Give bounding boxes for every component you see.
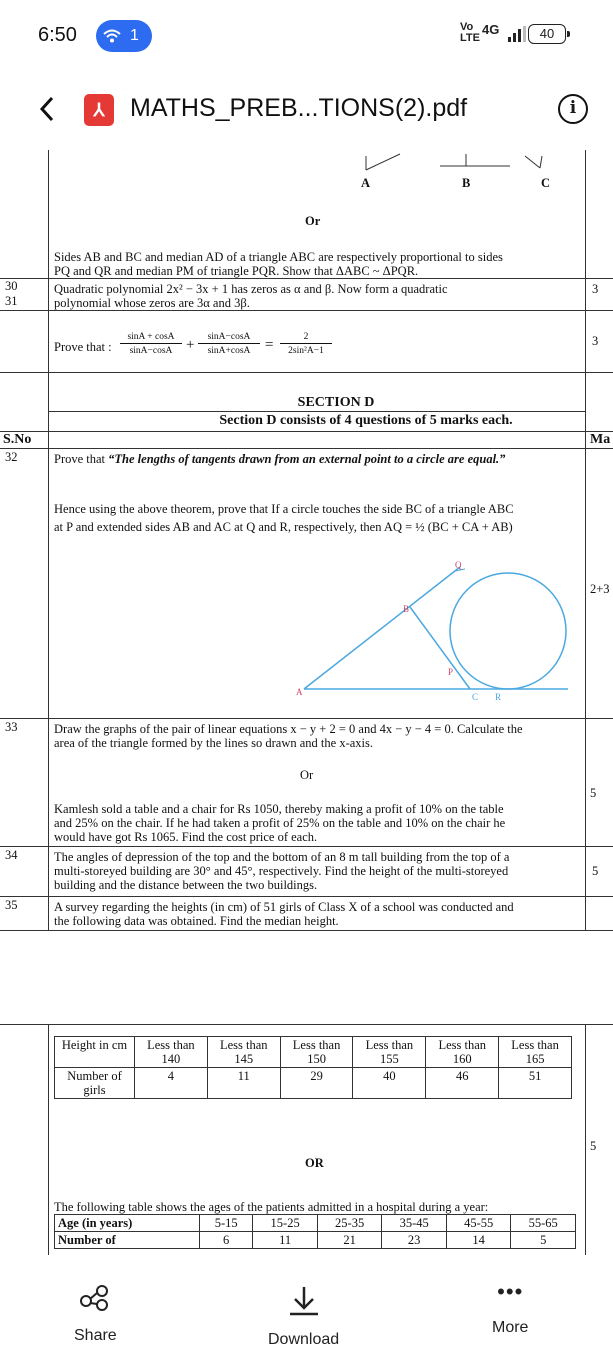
bottom-action-bar bbox=[0, 1255, 613, 1362]
q30-marks: 3 bbox=[592, 282, 599, 296]
girls-val-1: 4 bbox=[135, 1068, 208, 1099]
row-divider bbox=[0, 310, 613, 311]
q31-frac1-num: sinA + cosA bbox=[120, 332, 182, 344]
q31-frac1-den: sinA−cosA bbox=[129, 346, 173, 356]
q30-line2: polynomial whose zeros are 3α and 3β. bbox=[54, 296, 250, 310]
q33-alt-line3: would have got Rs 1065. Find the cost price of each. bbox=[54, 830, 318, 844]
hotspot-count: 1 bbox=[130, 27, 139, 44]
sno-header: S.No bbox=[3, 432, 32, 447]
age-col-1: 5-15 bbox=[200, 1215, 253, 1232]
hotspot-indicator bbox=[96, 20, 152, 52]
q33-alt-line2: and 25% on the chair. If he had taken a profit of 25% on the table and 10% on the chair he bbox=[54, 816, 506, 830]
q35-line2: the following data was obtained. Find the median height. bbox=[54, 914, 339, 928]
q31-prefix: Prove that : bbox=[54, 340, 112, 354]
q33-marks: 5 bbox=[590, 786, 597, 800]
girls-val-6: 51 bbox=[499, 1068, 572, 1099]
triangle-figure bbox=[360, 150, 560, 190]
or-separator: OR bbox=[305, 1156, 324, 1170]
q34-line3: building and the distance between the two buildings. bbox=[54, 878, 318, 892]
fig-label-a: A bbox=[296, 687, 303, 697]
section-title: SECTION D bbox=[297, 395, 375, 410]
q32-line1 bbox=[54, 452, 584, 466]
q33-alt-line1: Kamlesh sold a table and a chair for Rs 1050, thereby making a profit of 10% on the table bbox=[54, 802, 504, 816]
download-icon bbox=[286, 1285, 322, 1317]
column-divider bbox=[585, 1024, 586, 1264]
height-col-4: Less than 155 bbox=[353, 1037, 426, 1068]
age-table bbox=[54, 1214, 576, 1249]
battery-level: 40 bbox=[539, 26, 555, 41]
q31-number: 31 bbox=[5, 294, 18, 308]
q32-number: 32 bbox=[5, 450, 18, 464]
girls-val-5: 46 bbox=[426, 1068, 499, 1099]
more-button[interactable] bbox=[492, 1279, 529, 1337]
row-divider bbox=[0, 846, 613, 847]
height-col-1: Less than 140 bbox=[135, 1037, 208, 1068]
row-divider bbox=[0, 1024, 613, 1025]
q34-number: 34 bbox=[5, 848, 18, 862]
patients-val-6: 5 bbox=[511, 1232, 576, 1249]
row-divider bbox=[0, 278, 613, 279]
q35-marks: 5 bbox=[590, 1139, 597, 1153]
age-col-5: 45-55 bbox=[446, 1215, 511, 1232]
age-header: Age (in years) bbox=[55, 1215, 200, 1232]
clock: 6:50 bbox=[38, 24, 77, 46]
or-separator: Or bbox=[300, 768, 314, 782]
marks-header: Ma bbox=[590, 432, 611, 447]
viewer-toolbar bbox=[0, 82, 613, 138]
q34-line1: The angles of depression of the top and the bottom of an 8 m tall building from the top of a bbox=[54, 850, 510, 864]
download-label: Download bbox=[268, 1331, 340, 1348]
row-divider bbox=[48, 411, 585, 412]
q30-number: 30 bbox=[5, 279, 18, 293]
row-divider bbox=[0, 431, 613, 432]
pdf-page-2[interactable] bbox=[0, 1024, 613, 1264]
patients-val-4: 23 bbox=[382, 1232, 447, 1249]
column-divider bbox=[48, 150, 49, 930]
fig-label-a: A bbox=[361, 176, 371, 190]
row-divider bbox=[0, 372, 613, 373]
q32-line3: at P and extended sides AB and AC at Q and R, respectively, then AQ = ½ (BC + CA + AB) bbox=[54, 520, 513, 534]
row-divider bbox=[0, 718, 613, 719]
q31-plus: + bbox=[186, 337, 195, 353]
circle-tangent-figure bbox=[290, 555, 580, 705]
pdf-icon: ⅄ bbox=[84, 94, 114, 126]
q32-prefix: Prove that bbox=[54, 452, 109, 466]
file-name: MATHS_PREB...TIONS(2).pdf bbox=[130, 94, 468, 122]
info-icon[interactable]: i bbox=[558, 94, 588, 124]
fig-label-q: Q bbox=[455, 560, 462, 570]
height-col-5: Less than 160 bbox=[426, 1037, 499, 1068]
hotspot-icon bbox=[96, 20, 128, 52]
patients-val-5: 14 bbox=[446, 1232, 511, 1249]
q32-line2: Hence using the above theorem, prove that If a circle touches the side BC of a triangle ABC bbox=[54, 502, 514, 516]
q33-line2: area of the triangle formed by the lines so drawn and the x-axis. bbox=[54, 736, 373, 750]
fig-label-p: P bbox=[448, 667, 454, 677]
fig-label-b: B bbox=[403, 604, 410, 614]
q31-equals: = bbox=[265, 337, 274, 353]
fig-label-c: C bbox=[472, 692, 479, 702]
age-col-3: 25-35 bbox=[317, 1215, 382, 1232]
section-subtitle: Section D consists of 4 questions of 5 marks each. bbox=[219, 413, 513, 428]
q31-marks: 3 bbox=[592, 334, 599, 348]
patients-val-1: 6 bbox=[200, 1232, 253, 1249]
q33-line1: Draw the graphs of the pair of linear equations x − y + 2 = 0 and 4x − y − 4 = 0. Calculate the bbox=[54, 722, 523, 736]
girls-val-3: 29 bbox=[280, 1068, 353, 1099]
column-divider bbox=[585, 150, 586, 930]
q34-marks: 5 bbox=[592, 864, 599, 878]
q35-number: 35 bbox=[5, 898, 18, 912]
patients-val-3: 21 bbox=[317, 1232, 382, 1249]
patients-header: Number of bbox=[55, 1232, 200, 1249]
column-divider bbox=[48, 1024, 49, 1264]
volte-icon: Vo LTE bbox=[460, 21, 480, 44]
q35-line1: A survey regarding the heights (in cm) of 51 girls of Class X of a school was conducted and bbox=[54, 900, 514, 914]
age-col-6: 55-65 bbox=[511, 1215, 576, 1232]
patients-val-2: 11 bbox=[253, 1232, 318, 1249]
row-divider bbox=[0, 930, 613, 931]
q32-marks: 2+3 bbox=[590, 582, 610, 596]
q31-frac3-den: 2sin²A−1 bbox=[288, 346, 324, 356]
age-col-2: 15-25 bbox=[253, 1215, 318, 1232]
download-button[interactable] bbox=[268, 1285, 339, 1349]
height-col-2: Less than 145 bbox=[207, 1037, 280, 1068]
q31-frac2-den: sinA+cosA bbox=[207, 346, 251, 356]
network-type: 4G bbox=[482, 22, 500, 37]
back-arrow-icon[interactable] bbox=[34, 92, 64, 126]
q32-theorem: “The lengths of tangents drawn from an external point to a circle are equal.” bbox=[108, 452, 506, 466]
q29-alt-line2: PQ and QR and median PM of triangle PQR. Show that ΔABC ~ ΔPQR. bbox=[54, 264, 419, 278]
signal-icon bbox=[508, 26, 526, 42]
share-button[interactable] bbox=[74, 1285, 117, 1345]
or-separator: Or bbox=[305, 214, 321, 228]
girls-header: Number of girls bbox=[55, 1068, 135, 1099]
row-divider bbox=[0, 448, 613, 449]
q30-line1: Quadratic polynomial 2x² − 3x + 1 has zeros as α and β. Now form a quadratic bbox=[54, 282, 448, 296]
q35-alt-line1: The following table shows the ages of the patients admitted in a hospital during a year: bbox=[54, 1200, 489, 1214]
q29-alt-line1: Sides AB and BC and median AD of a triangle ABC are respectively proportional to sides bbox=[54, 250, 503, 264]
girls-val-4: 40 bbox=[353, 1068, 426, 1099]
q31-frac3-num: 2 bbox=[280, 332, 332, 344]
q31-frac2-num: sinA−cosA bbox=[198, 332, 260, 344]
age-col-4: 35-45 bbox=[382, 1215, 447, 1232]
battery-icon bbox=[528, 24, 566, 44]
more-label: More bbox=[492, 1319, 529, 1336]
share-icon bbox=[80, 1285, 110, 1311]
q34-line2: multi-storeyed building are 30° and 45°, respectively. Find the height of the multi-storeyed bbox=[54, 864, 509, 878]
row-divider bbox=[0, 896, 613, 897]
share-label: Share bbox=[74, 1327, 117, 1344]
height-header: Height in cm bbox=[55, 1037, 135, 1068]
height-table bbox=[54, 1036, 572, 1099]
height-col-3: Less than 150 bbox=[280, 1037, 353, 1068]
fig-label-c: C bbox=[541, 176, 551, 190]
fig-label-b: B bbox=[462, 176, 471, 190]
more-icon: ••• bbox=[497, 1279, 524, 1304]
q33-number: 33 bbox=[5, 720, 18, 734]
status-bar bbox=[0, 0, 613, 76]
girls-val-2: 11 bbox=[207, 1068, 280, 1099]
height-col-6: Less than 165 bbox=[499, 1037, 572, 1068]
fig-label-r: R bbox=[495, 692, 502, 702]
